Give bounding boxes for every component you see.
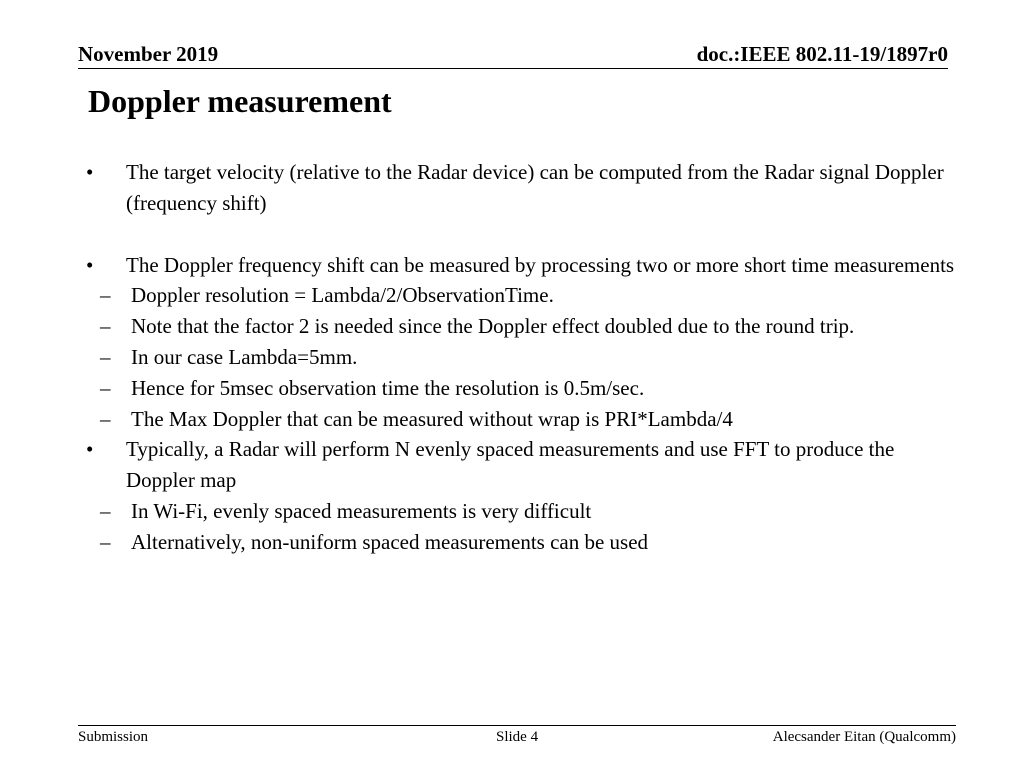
sub-bullet-text: The Max Doppler that can be measured without wrap is PRI*Lambda/4 bbox=[131, 406, 733, 431]
bullet-item bbox=[86, 250, 966, 281]
bullet-item bbox=[86, 434, 966, 496]
footer-divider bbox=[78, 725, 956, 726]
sub-bullet-marker: – bbox=[100, 406, 111, 431]
sub-bullet-marker: – bbox=[100, 314, 111, 339]
sub-bullet-item bbox=[86, 404, 966, 435]
sub-bullet-list bbox=[86, 280, 966, 434]
sub-bullet-text: In our case Lambda=5mm. bbox=[131, 344, 358, 369]
sub-bullet-marker: – bbox=[100, 344, 111, 369]
sub-bullet-text: Doppler resolution = Lambda/2/ObservationTime. bbox=[131, 283, 554, 308]
sub-bullet-marker: – bbox=[100, 375, 111, 400]
header-divider bbox=[78, 68, 948, 69]
sub-bullet-item bbox=[86, 527, 966, 558]
sub-bullet-text: Hence for 5msec observation time the resolution is 0.5m/sec. bbox=[131, 375, 645, 400]
sub-bullet-item bbox=[86, 373, 966, 404]
footer-slide-number: Slide 4 bbox=[496, 729, 539, 745]
slide-content bbox=[86, 157, 966, 558]
bullet-text: Typically, a Radar will perform N evenly spaced measurements and use FFT to produce the Doppler map bbox=[126, 437, 895, 493]
bullet-marker: • bbox=[86, 437, 94, 462]
bullet-marker: • bbox=[86, 252, 94, 277]
sub-bullet-item bbox=[86, 342, 966, 373]
sub-bullet-marker: – bbox=[100, 498, 111, 523]
bullet-item bbox=[86, 157, 966, 219]
sub-bullet-text: In Wi-Fi, evenly spaced measurements is very difficult bbox=[131, 498, 592, 523]
sub-bullet-text: Alternatively, non-uniform spaced measurements can be used bbox=[131, 529, 649, 554]
sub-bullet-marker: – bbox=[100, 529, 111, 554]
bullet-text: The Doppler frequency shift can be measured by processing two or more short time measurements bbox=[126, 252, 955, 277]
footer-submission: Submission bbox=[78, 729, 149, 745]
slide-title: Doppler measurement bbox=[88, 83, 392, 119]
bullet-text: The target velocity (relative to the Radar device) can be computed from the Radar signal Doppler (frequency shift) bbox=[126, 160, 944, 215]
header-date: November 2019 bbox=[78, 42, 219, 66]
footer-author: Alecsander Eitan (Qualcomm) bbox=[772, 729, 956, 745]
bullet-marker: • bbox=[86, 160, 94, 184]
sub-bullet-text: Note that the factor 2 is needed since the Doppler effect doubled due to the round trip. bbox=[131, 314, 855, 339]
sub-bullet-item bbox=[86, 496, 966, 527]
sub-bullet-item bbox=[86, 311, 966, 342]
sub-bullet-item bbox=[86, 280, 966, 311]
sub-bullet-list bbox=[86, 496, 966, 558]
sub-bullet-marker: – bbox=[100, 283, 111, 308]
header-doc-id: doc.:IEEE 802.11-19/1897r0 bbox=[696, 42, 948, 66]
